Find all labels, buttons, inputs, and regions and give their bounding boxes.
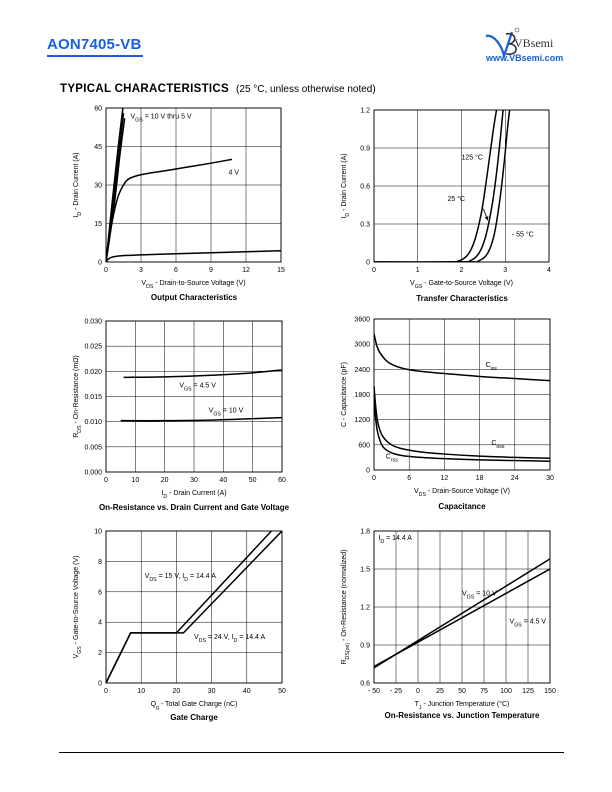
x-tick-label: 0 bbox=[372, 475, 376, 482]
x-tick-label: 40 bbox=[219, 477, 228, 484]
x-tick-label: 2 bbox=[459, 267, 464, 274]
annotation-label: 25 °C bbox=[447, 196, 466, 204]
part-number: AON7405-VB bbox=[47, 36, 142, 53]
x-tick-label: 4 bbox=[547, 267, 551, 274]
x-tick-label: 125 bbox=[522, 688, 534, 695]
y-tick-label: 60 bbox=[94, 105, 102, 113]
x-tick-label: 0 bbox=[372, 267, 376, 274]
annotation-label: $I_D = 14.4$ A bbox=[378, 534, 412, 545]
x-axis-label: $V_{GS}$ - Gate-to-Source Voltage (V) bbox=[410, 280, 513, 290]
annotation-label: $V_{GS} = 10$ V bbox=[208, 407, 244, 418]
y-tick-label: 0 bbox=[366, 259, 370, 267]
x-tick-label: 60 bbox=[278, 477, 286, 484]
y-tick-label: 0.020 bbox=[84, 368, 102, 376]
y-tick-label: 0.9 bbox=[360, 642, 370, 650]
y-tick-label: 6 bbox=[98, 589, 102, 597]
x-axis-label: $V_{DS}$ - Drain-Source Voltage (V) bbox=[413, 488, 511, 498]
x-tick-label: 10 bbox=[137, 688, 146, 695]
series-line-0 bbox=[124, 370, 282, 378]
y-tick-label: 0.6 bbox=[360, 183, 370, 191]
section-note: (25 °C, unless otherwise noted) bbox=[236, 84, 376, 95]
y-tick-label: 1.8 bbox=[360, 528, 370, 536]
chart-tempres bbox=[324, 522, 564, 722]
chart-capacitance bbox=[324, 312, 564, 512]
series-line-2 bbox=[374, 399, 550, 464]
annotation-label: 125 °C bbox=[461, 154, 483, 162]
y-tick-label: 3000 bbox=[354, 341, 370, 349]
y-tick-label: 0 bbox=[366, 467, 370, 475]
part-underline bbox=[47, 55, 143, 57]
y-axis-label: $I_D$ - Drain Current (A) bbox=[341, 153, 351, 219]
y-axis-label: $I_D$ - Drain Current (A) bbox=[73, 152, 83, 218]
brand-url[interactable]: www.VBsemi.com bbox=[486, 53, 564, 63]
x-tick-label: 20 bbox=[172, 688, 181, 695]
x-tick-label: 20 bbox=[160, 477, 169, 484]
x-tick-label: 24 bbox=[510, 475, 519, 482]
x-tick-label: 30 bbox=[546, 475, 554, 482]
x-tick-label: 0 bbox=[104, 477, 108, 484]
series-line-1 bbox=[374, 386, 550, 458]
y-tick-label: 10 bbox=[94, 528, 102, 536]
annotation-label: $V_{GS} = 10$ V thru 5 V bbox=[130, 113, 192, 124]
x-tick-label: 6 bbox=[407, 475, 412, 482]
x-tick-label: 150 bbox=[544, 688, 556, 695]
y-tick-label: 1.5 bbox=[360, 566, 370, 574]
x-axis-label: $T_J$ - Junction Temperature (°C) bbox=[414, 701, 510, 711]
y-tick-label: 0.6 bbox=[360, 680, 370, 688]
x-tick-label: 75 bbox=[480, 688, 488, 695]
caption-output: Output Characteristics bbox=[150, 293, 238, 302]
y-tick-label: 4 bbox=[98, 619, 102, 627]
annotation-label: $C_{iss}$ bbox=[485, 362, 497, 373]
x-tick-label: 30 bbox=[190, 477, 198, 484]
x-tick-label: 50 bbox=[248, 477, 257, 484]
x-tick-label: 0 bbox=[104, 688, 108, 695]
caption-onres: On-Resistance vs. Drain Current and Gate Voltage bbox=[98, 503, 290, 512]
caption-gatecharge: Gate Charge bbox=[170, 713, 218, 722]
onres-svg bbox=[56, 312, 296, 512]
y-tick-label: 30 bbox=[94, 182, 102, 190]
y-tick-label: 1.2 bbox=[360, 604, 370, 612]
section-title: TYPICAL CHARACTERISTICS bbox=[60, 83, 229, 95]
x-tick-label: 25 bbox=[436, 688, 444, 695]
caption-transfer: Transfer Characteristics bbox=[416, 294, 508, 303]
series-line-1 bbox=[121, 418, 282, 421]
x-tick-label: 6 bbox=[174, 267, 178, 274]
y-axis-label: $V_{GS}$ - Gate-to-Source Voltage (V) bbox=[73, 555, 83, 659]
y-tick-label: 2 bbox=[98, 650, 102, 658]
chart-onres bbox=[56, 312, 296, 512]
y-tick-label: 0.025 bbox=[84, 343, 102, 351]
series-line-1 bbox=[106, 531, 282, 683]
y-tick-label: 0.015 bbox=[84, 394, 102, 401]
y-tick-label: 0 bbox=[98, 680, 102, 688]
y-axis-label: $R_{DS(on)}$ - On-Resistance (normalized) bbox=[341, 549, 351, 665]
arrow-icon bbox=[483, 209, 487, 220]
y-tick-label: 0.3 bbox=[360, 221, 370, 229]
series-line-0 bbox=[374, 334, 550, 381]
capacitance-svg bbox=[324, 312, 564, 512]
caption-capacitance: Capacitance bbox=[438, 502, 486, 511]
annotation-label: $V_{DS} = 24$ V, $I_D = 14.4$ A bbox=[194, 633, 266, 644]
y-tick-label: 2400 bbox=[354, 366, 370, 374]
y-tick-label: 15 bbox=[94, 221, 102, 228]
tempres-svg bbox=[324, 522, 564, 722]
annotation-label: 4 V bbox=[228, 169, 240, 177]
chart-transfer bbox=[324, 100, 564, 300]
output-svg bbox=[56, 100, 296, 300]
x-tick-label: 40 bbox=[242, 688, 251, 695]
x-tick-label: 30 bbox=[207, 688, 216, 695]
y-tick-label: 0.005 bbox=[84, 444, 102, 452]
x-tick-label: 3 bbox=[503, 267, 508, 274]
x-tick-label: 12 bbox=[440, 475, 449, 482]
x-axis-label: $I_D$ - Drain Current (A) bbox=[161, 490, 227, 500]
annotation-label: $V_{GS} = 4.5$ V bbox=[509, 618, 547, 629]
annotation-label: $C_{rss}$ bbox=[385, 453, 398, 464]
y-tick-label: 0.030 bbox=[84, 318, 102, 326]
y-axis-label: C - Capacitance (pF) bbox=[341, 362, 348, 427]
x-tick-label: 1 bbox=[415, 267, 420, 274]
chart-output bbox=[56, 100, 296, 300]
x-tick-label: 0 bbox=[104, 267, 108, 274]
x-tick-label: 50 bbox=[458, 688, 466, 695]
x-tick-label: 0 bbox=[416, 688, 420, 695]
annotation-label: $V_{DS} = 15$ V, $I_D = 14.4$ A bbox=[144, 573, 216, 584]
footer-rule bbox=[59, 752, 564, 753]
plot-frame bbox=[106, 531, 282, 683]
y-tick-label: 0 bbox=[98, 259, 102, 267]
y-tick-label: 3600 bbox=[354, 316, 370, 324]
y-axis-label: $R_{DS}$ - On-Resistance (mΩ) bbox=[73, 355, 83, 438]
chart-gatecharge bbox=[56, 522, 296, 722]
transfer-svg bbox=[324, 100, 564, 300]
y-tick-label: 0.010 bbox=[84, 419, 102, 427]
y-tick-label: 8 bbox=[98, 558, 102, 566]
caption-tempres: On-Resistance vs. Junction Temperature bbox=[384, 711, 540, 720]
y-tick-label: 600 bbox=[358, 442, 370, 450]
y-tick-label: 1800 bbox=[354, 392, 370, 399]
y-tick-label: 45 bbox=[94, 144, 102, 151]
annotation-label: $V_{GS} = 4.5$ V bbox=[179, 382, 216, 393]
x-tick-label: 10 bbox=[131, 477, 140, 484]
y-tick-label: 0.000 bbox=[84, 469, 102, 477]
series-line-4 bbox=[106, 251, 281, 262]
y-tick-label: 1.2 bbox=[360, 107, 370, 115]
x-tick-label: 9 bbox=[209, 267, 213, 274]
x-tick-label: 15 bbox=[277, 267, 285, 274]
gatecharge-svg bbox=[56, 522, 296, 722]
section-heading bbox=[60, 83, 376, 95]
annotation-label: - 55 °C bbox=[511, 231, 534, 239]
series-line-3 bbox=[106, 159, 232, 262]
x-tick-label: 100 bbox=[500, 688, 512, 695]
x-tick-label: 18 bbox=[475, 475, 484, 482]
brand-name: VBsemi bbox=[514, 36, 554, 50]
x-tick-label: 12 bbox=[242, 267, 250, 274]
y-tick-label: 0.9 bbox=[360, 145, 370, 153]
x-tick-label: 50 bbox=[278, 688, 286, 695]
x-axis-label: $Q_g$ - Total Gate Charge (nC) bbox=[150, 701, 238, 711]
x-tick-label: 3 bbox=[139, 267, 143, 274]
x-tick-label: - 25 bbox=[389, 688, 403, 695]
annotation-label: $C_{oss}$ bbox=[491, 439, 505, 450]
x-tick-label: - 50 bbox=[367, 688, 381, 695]
x-axis-label: $V_{DS}$ - Drain-to-Source Voltage (V) bbox=[141, 280, 246, 290]
y-tick-label: 1200 bbox=[354, 417, 370, 425]
annotation-label: $V_{GS} = 10$ V bbox=[462, 590, 497, 601]
